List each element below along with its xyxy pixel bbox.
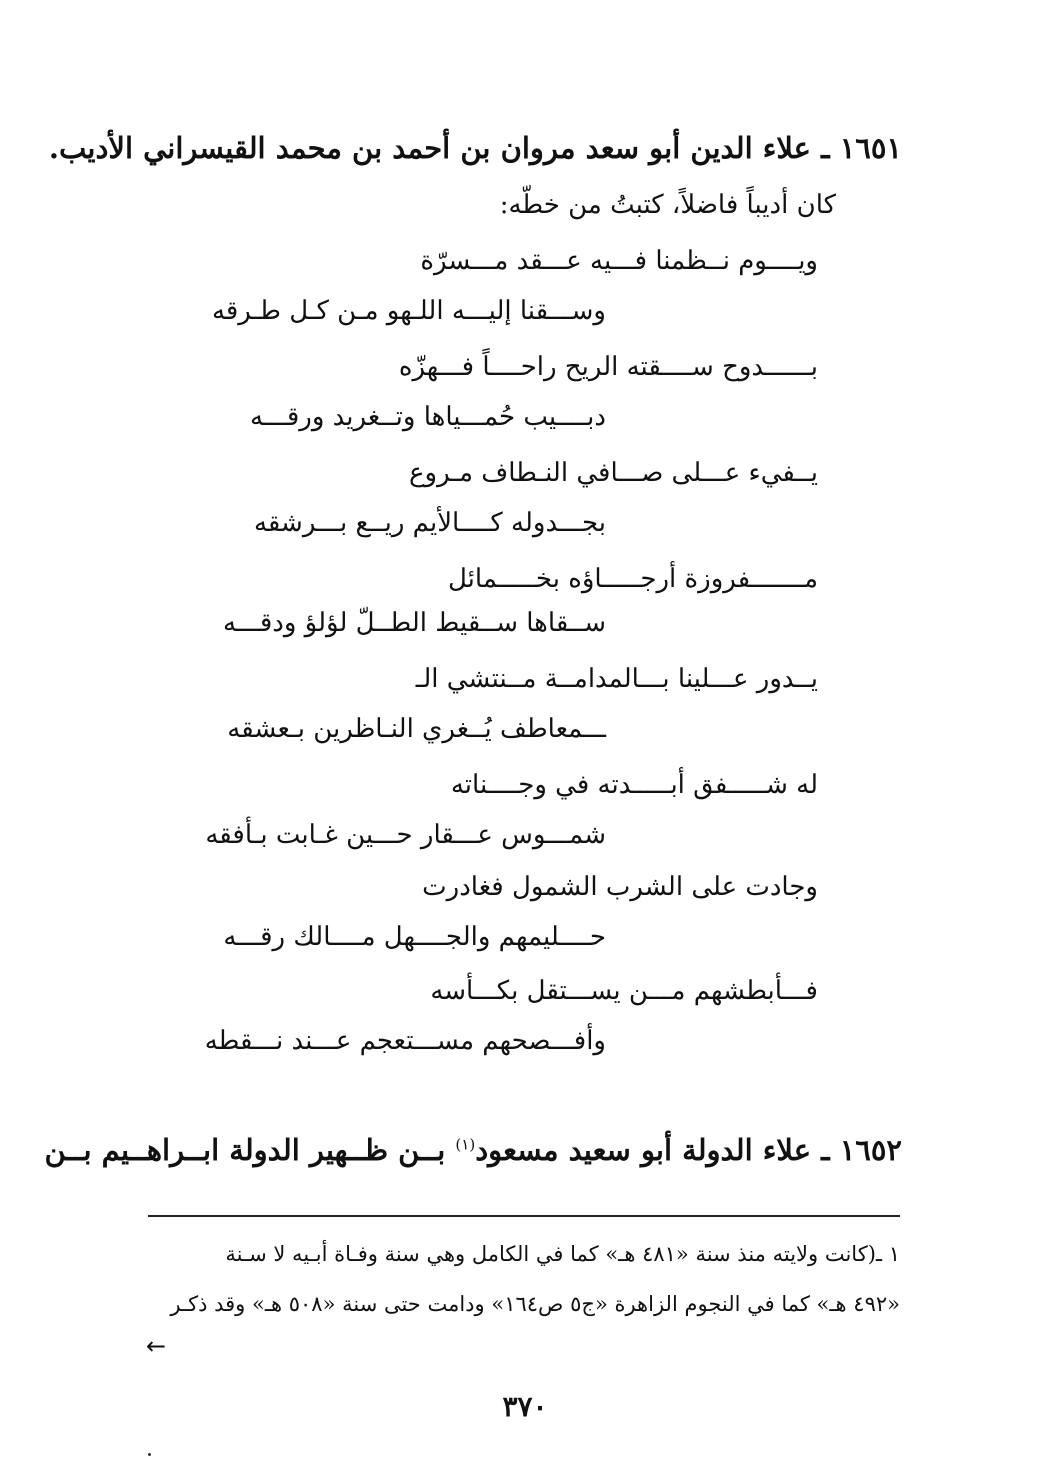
- verse-6-first-hemistich: له شـــــفق أبـــــدته في وجــــناته: [450, 770, 818, 800]
- verse-8-first-hemistich: فـــأبطشهم مـــن يســـتقل بكـــأسه: [430, 976, 818, 1006]
- verse-3-first-hemistich: يــفيء عـــلى صـــافي النـطاف مـروع: [409, 458, 818, 488]
- verse-7-first-hemistich: وجادت على الشرب الشمول فغادرت: [422, 872, 818, 902]
- verse-6-second-hemistich: شمـــوس عـــقار حـــين غـابت بـأفقه: [205, 820, 606, 850]
- verse-1-second-hemistich: وســـقنا إليـــه اللـهو مـن كـل طـرقه: [211, 296, 606, 326]
- entry-heading-1652-title: ١٦٥٢ ـ علاء الدولة أبو سعيد مسعود: [475, 1133, 902, 1167]
- verse-5-first-hemistich: يــدور عـــلينا بـــالمدامــة مــنتشي الـ: [415, 664, 818, 694]
- verse-3-second-hemistich: بجـــدوله كــــالأيم ريــع بـــرشقه: [253, 508, 606, 538]
- verse-5-second-hemistich: ـــمعاطف يُــغري النـاظرين بـعشقه: [227, 714, 606, 744]
- footnote-line: ١ ـ(كانت ولايته منذ سنة «٤٨١ هـ» كما في الكامل وهي سنة وفـاة أبـيه لا سـنة: [225, 1242, 900, 1266]
- continuation-arrow-icon: ←: [146, 1332, 167, 1360]
- entry-intro: كان أديباً فاضلاً، كتبتُ من خطّه:: [499, 190, 836, 220]
- verse-2-first-hemistich: بــــــدوح ســــقته الريح راحــــاً فـــهزّه: [398, 352, 818, 382]
- verse-8-second-hemistich: وأفـــصحهم مســـتعجم عـــند نـــقطه: [204, 1026, 606, 1056]
- footnote-separator: [148, 1215, 900, 1217]
- scan-speck: [148, 1453, 151, 1456]
- footnote-line: «٤٩٢ هـ» كما في النجوم الزاهرة «ج٥ ص١٦٤» ودامت حتى سنة «٥٠٨ هـ» وقد ذكـر: [170, 1292, 900, 1316]
- verse-2-second-hemistich: دبــــيب حُمـــياها وتــغريد ورقـــه: [250, 402, 606, 432]
- verse-4-first-hemistich: مـــــــفروزة أرجـــــاؤه بخـــــمائل: [447, 564, 818, 594]
- verse-1-first-hemistich: ويــــوم نــظمنا فـــيه عـــقد مـــسرّة: [420, 246, 818, 276]
- verse-7-second-hemistich: حــــليمهم والجــــهل مــــالك رقـــه: [223, 922, 606, 952]
- entry-heading-1652-rest: بــن ظــهير الدولة ابــراهــيم بــن: [44, 1133, 456, 1167]
- page-number: ٣٧٠: [502, 1390, 548, 1423]
- footnote-marker: (١): [455, 1135, 476, 1154]
- verse-4-second-hemistich: ســقاها ســقيط الطــلّ لؤلؤ ودقـــه: [223, 608, 606, 638]
- entry-heading-1651: ١٦٥١ ـ علاء الدين أبو سعد مروان بن أحمد بن محمد القيسراني الأديب.: [48, 131, 902, 165]
- entry-heading-1652: [44, 1133, 902, 1167]
